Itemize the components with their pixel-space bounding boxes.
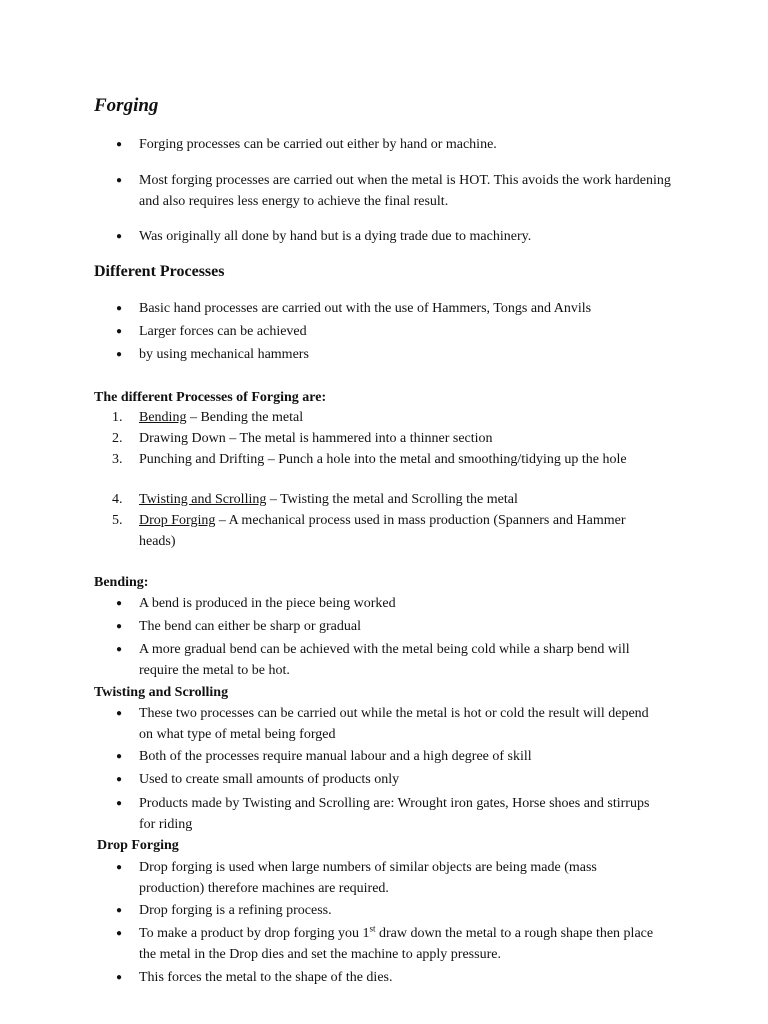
item-number: 3. bbox=[112, 452, 123, 467]
list-item-text: A bend is produced in the piece being worked bbox=[139, 596, 396, 611]
bullet-icon: ● bbox=[116, 751, 123, 762]
bullet-icon: ● bbox=[116, 139, 123, 150]
list-item-text: Used to create small amounts of products only bbox=[139, 772, 400, 787]
item-description: – A mechanical process used in mass production (Spanners and Hammer heads) bbox=[139, 513, 626, 549]
list-item-text: Drop forging is used when large numbers of similar objects are being made (mass production) therefore machines are required. bbox=[139, 860, 597, 896]
list-item-text: Products made by Twisting and Scrolling are: Wrought iron gates, Horse shoes and stirrups for riding bbox=[139, 796, 650, 832]
list-item-text: The bend can either be sharp or gradual bbox=[139, 619, 361, 634]
item-number: 4. bbox=[112, 492, 123, 507]
list-item-text: Drop forging is a refining process. bbox=[139, 903, 332, 918]
item-description: – Twisting the metal and Scrolling the metal bbox=[266, 492, 518, 507]
bullet-icon: ● bbox=[116, 598, 123, 609]
item-number: 1. bbox=[112, 410, 123, 425]
ordinal-suffix: st bbox=[369, 923, 376, 934]
list-item-text: These two processes can be carried out while the metal is hot or cold the result will depend on what type of metal being forged bbox=[139, 706, 649, 742]
item-description: Punching and Drifting – Punch a hole into the metal and smoothing/tidying up the hole bbox=[139, 452, 627, 467]
bullet-icon: ● bbox=[116, 972, 123, 983]
bullet-icon: ● bbox=[116, 928, 123, 939]
bullet-icon: ● bbox=[116, 349, 123, 360]
item-text bbox=[139, 510, 639, 552]
item-text bbox=[139, 428, 679, 449]
item-number: 2. bbox=[112, 431, 123, 446]
list-item-text: A more gradual bend can be achieved with the metal being cold while a sharp bend will require the metal to be hot. bbox=[139, 642, 630, 678]
item-term: Drop Forging bbox=[139, 513, 216, 528]
bullet-icon: ● bbox=[116, 621, 123, 632]
bullet-icon: ● bbox=[116, 905, 123, 916]
page-title: Forging bbox=[94, 95, 159, 116]
list-item-text: Larger forces can be achieved bbox=[139, 324, 307, 339]
bullet-icon: ● bbox=[116, 326, 123, 337]
item-description: – Bending the metal bbox=[186, 410, 304, 425]
item-text bbox=[139, 407, 679, 428]
bullet-icon: ● bbox=[116, 644, 123, 655]
section-heading-different-processes: Different Processes bbox=[94, 263, 225, 280]
item-number: 5. bbox=[112, 513, 123, 528]
bullet-icon: ● bbox=[116, 708, 123, 719]
item-description: Drawing Down – The metal is hammered into a thinner section bbox=[139, 431, 493, 446]
list-item-text bbox=[139, 923, 664, 965]
item-text bbox=[139, 449, 659, 470]
section-heading-drop-forging: Drop Forging bbox=[97, 838, 179, 853]
section-heading-twisting: Twisting and Scrolling bbox=[94, 685, 229, 700]
list-item-text: Forging processes can be carried out either by hand or machine. bbox=[139, 137, 497, 152]
list-item-text: Was originally all done by hand but is a dying trade due to machinery. bbox=[139, 229, 532, 244]
item-text bbox=[139, 489, 679, 510]
item-term: Twisting and Scrolling bbox=[139, 492, 267, 507]
text-part: To make a product by drop forging you 1 bbox=[139, 926, 370, 941]
list-item-text: Both of the processes require manual labour and a high degree of skill bbox=[139, 749, 532, 764]
list-item-text: Basic hand processes are carried out with the use of Hammers, Tongs and Anvils bbox=[139, 301, 592, 316]
text-part: draw down the metal to a rough shape then place the metal in the Drop dies and set the machine to apply pressure. bbox=[139, 926, 654, 962]
bullet-icon: ● bbox=[116, 175, 123, 186]
bullet-icon: ● bbox=[116, 798, 123, 809]
bullet-icon: ● bbox=[116, 862, 123, 873]
bullet-icon: ● bbox=[116, 303, 123, 314]
section-heading-process-list: The different Processes of Forging are: bbox=[94, 390, 327, 405]
section-heading-bending: Bending: bbox=[94, 575, 149, 590]
bullet-icon: ● bbox=[116, 774, 123, 785]
list-item-text: Most forging processes are carried out when the metal is HOT. This avoids the work hardening and also requires less energy to achieve the final result. bbox=[139, 173, 671, 209]
list-item-text: by using mechanical hammers bbox=[139, 347, 309, 362]
item-term: Bending bbox=[139, 410, 187, 425]
bullet-icon: ● bbox=[116, 231, 123, 242]
list-item-text: This forces the metal to the shape of the dies. bbox=[139, 970, 393, 985]
